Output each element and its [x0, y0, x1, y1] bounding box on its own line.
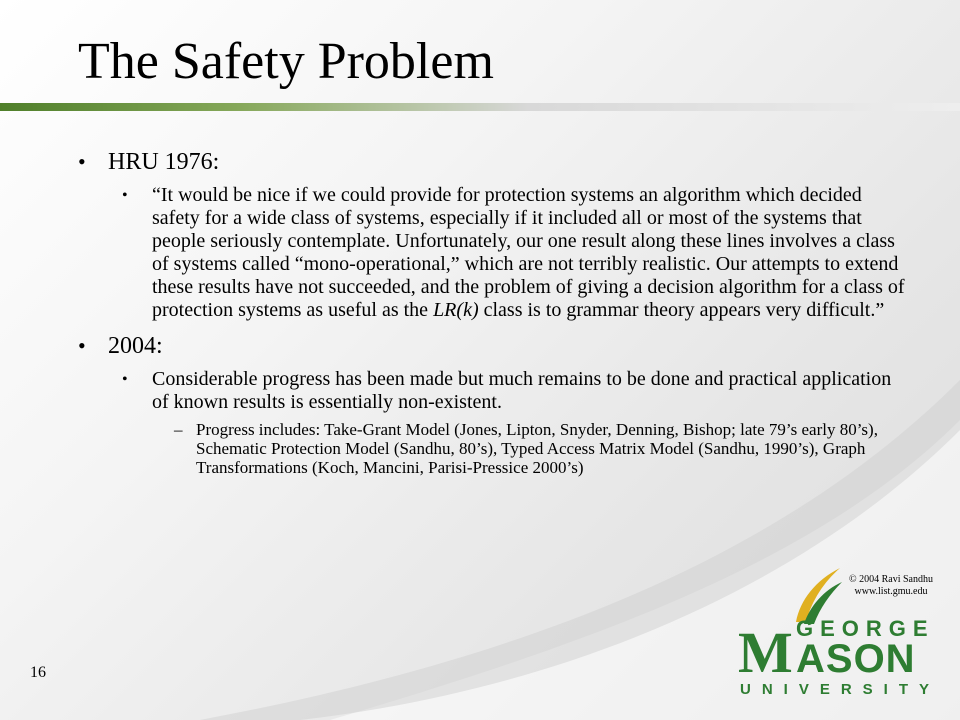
bullet-dot: •: [122, 187, 128, 204]
copyright-line: © 2004 Ravi Sandhu: [849, 574, 933, 585]
svg-text:ASON: ASON: [796, 637, 916, 681]
hru-quote: [122, 184, 908, 322]
page-number: 16: [30, 664, 46, 681]
progress-text: Considerable progress has been made but much remains to be done and practical application of known results is essentially non-existent.: [152, 368, 892, 413]
bullet-dot: •: [78, 149, 86, 174]
svg-text:M: M: [738, 620, 793, 685]
bullet-dot: •: [122, 371, 128, 388]
svg-text:GEORGE: GEORGE: [796, 616, 935, 641]
quote-text-before: “It would be nice if we could provide for protection systems an algorithm which decided safety for a wide class of systems, especially if it included all or most of the systems that people seriously contemplate. Unfortunately, our one result along these lines involves a class of systems called “mono-operational,” which are not terribly realistic. Our attempts to extend these results have not succeeded, and the problem of giving a decision algorithm for a class of protection systems as useful as the: [152, 184, 905, 321]
bullet-dot: •: [78, 333, 86, 358]
quote-text-after: class is to grammar theory appears very difficult.”: [478, 299, 885, 321]
progress-details: [166, 420, 908, 477]
slide-title: The Safety Problem: [78, 33, 494, 90]
dash-bullet: –: [174, 420, 183, 439]
progress-statement: [122, 368, 908, 414]
bullet-label: HRU 1976:: [108, 149, 220, 175]
svg-text:UNIVERSITY: UNIVERSITY: [740, 681, 941, 698]
george-mason-logo: [738, 560, 948, 710]
bullet-hru-1976: [78, 148, 908, 176]
bullet-2004: [78, 332, 908, 360]
slide-body: [78, 148, 908, 483]
quote-italic-lrk: LR(k): [433, 299, 479, 321]
bullet-label: 2004:: [108, 333, 163, 359]
progress-details-text: Progress includes: Take-Grant Model (Jones, Lipton, Snyder, Denning, Bishop; late 79’s early 80’s), Schematic Protection Model (Sandhu, 80’s), Typed Access Matrix Model (Sandhu, 1990’s), Graph Transformations (Koch, Mancini, Parisi-Pressice 2000’s): [196, 420, 878, 477]
copyright-url: www.list.gmu.edu: [854, 586, 928, 597]
title-underline-bar: [0, 100, 960, 114]
